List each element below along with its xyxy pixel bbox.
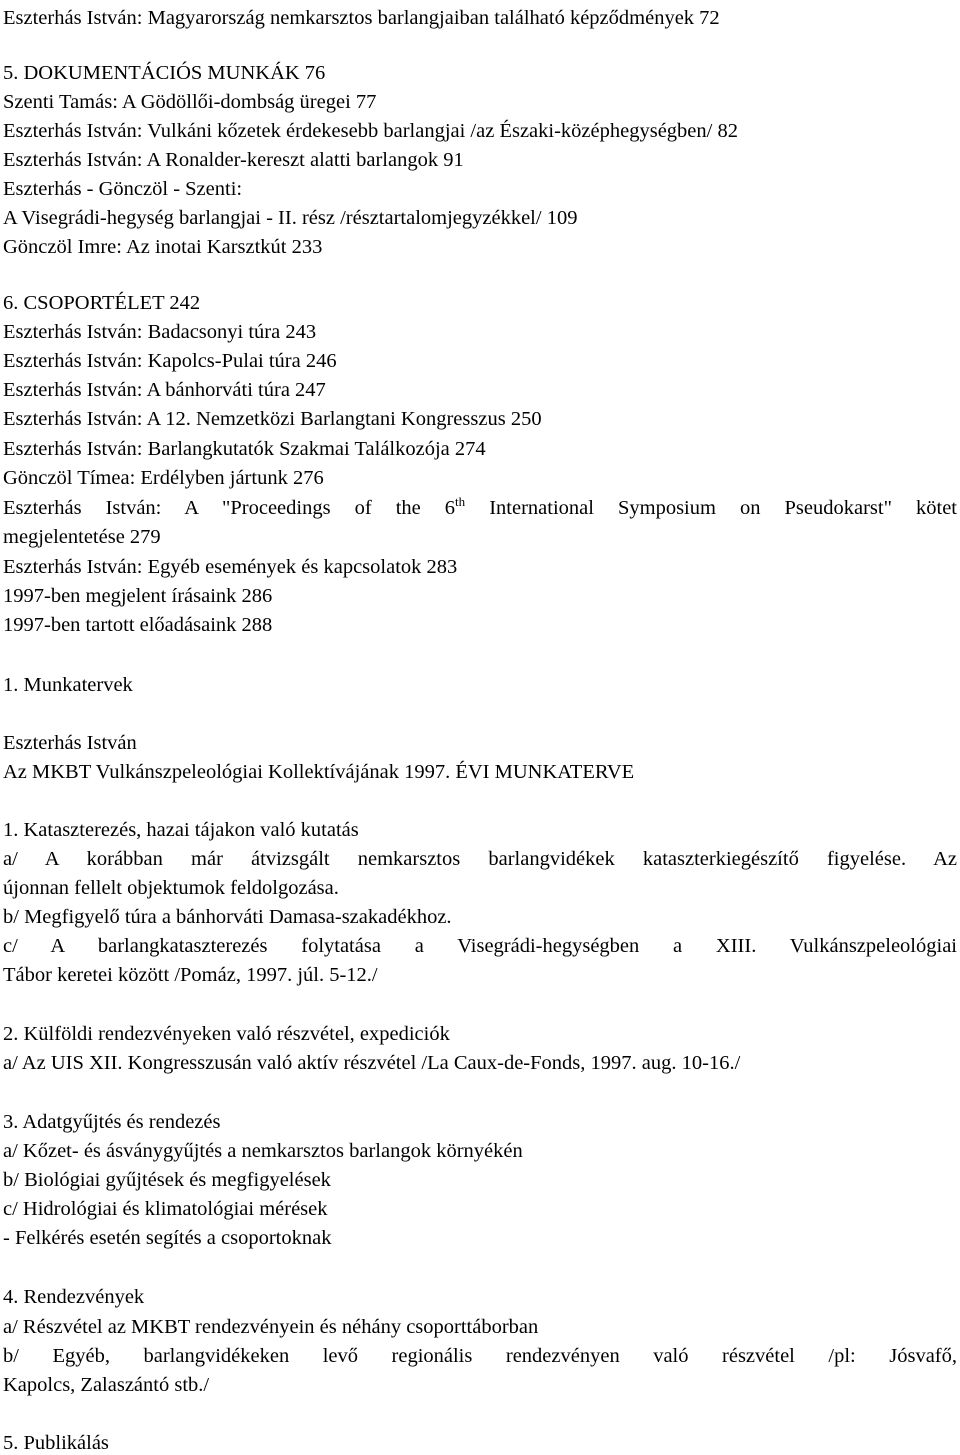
plan-title: Az MKBT Vulkánszpeleológiai Kollektívájának 1997. ÉVI MUNKATERVE xyxy=(3,761,635,783)
toc-section-heading: 5. DOKUMENTÁCIÓS MUNKÁK 76 xyxy=(3,62,326,84)
plan-point-line: b/ Biológiai gyűjtések és megfigyelések xyxy=(3,1169,331,1191)
section-heading: 1. Munkatervek xyxy=(3,674,133,696)
plan-point-line: b/ Megfigyelő túra a bánhorváti Damasa-szakadékhoz. xyxy=(3,906,452,928)
toc-item: Eszterhás István: A Ronalder-kereszt alatti barlangok 91 xyxy=(3,149,464,171)
plan-point-line: a/ Az UIS XII. Kongresszusán való aktív részvétel /La Caux-de-Fonds, 1997. aug. 10-16./ xyxy=(3,1052,741,1074)
plan-point-line: újonnan fellelt objektumok feldolgozása. xyxy=(3,877,339,899)
toc-item: 1997-ben megjelent írásaink 286 xyxy=(3,585,273,607)
toc-item: Eszterhás István: Vulkáni kőzetek érdekesebb barlangjai /az Északi-középhegységben/ 82 xyxy=(3,120,738,142)
toc-item: 1997-ben tartott előadásaink 288 xyxy=(3,614,273,636)
plan-point-line: a/ A korábban már átvizsgált nemkarsztos barlangvidékek kataszterkiegészítő figyelése. Az xyxy=(3,848,957,870)
toc-item: Szenti Tamás: A Gödöllői-dombság üregei 77 xyxy=(3,91,377,113)
plan-point-heading: 1. Kataszterezés, hazai tájakon való kutatás xyxy=(3,819,359,841)
toc-item-proceedings xyxy=(3,496,957,520)
proceedings-text-before: Eszterhás István: A "Proceedings of the 6 xyxy=(3,497,456,519)
toc-item: Eszterhás István: Badacsonyi túra 243 xyxy=(3,321,317,343)
toc-item: Gönczöl Imre: Az inotai Karsztkút 233 xyxy=(3,236,323,258)
superscript-th: th xyxy=(455,494,466,510)
plan-point-heading: 3. Adatgyűjtés és rendezés xyxy=(3,1111,221,1133)
proceedings-text-after: International Symposium on Pseudokarst" kötet xyxy=(465,497,957,519)
plan-point-line: a/ Kőzet- és ásványgyűjtés a nemkarsztos barlangok környékén xyxy=(3,1140,523,1162)
author-name: Eszterhás István xyxy=(3,732,137,754)
plan-point-line: b/ Egyéb, barlangvidékeken levő regionális rendezvényen való részvétel /pl: Jósvafő, xyxy=(3,1345,957,1367)
toc-item: Eszterhás István: A bánhorváti túra 247 xyxy=(3,379,326,401)
plan-point-line: Tábor keretei között /Pomáz, 1997. júl. 5-12./ xyxy=(3,964,378,986)
toc-section-heading: 6. CSOPORTÉLET 242 xyxy=(3,292,201,314)
toc-item: Eszterhás - Gönczöl - Szenti: xyxy=(3,178,243,200)
toc-item: megjelentetése 279 xyxy=(3,526,161,548)
plan-point-line: a/ Részvétel az MKBT rendezvényein és néhány csoporttáborban xyxy=(3,1316,539,1338)
plan-point-line: c/ Hidrológiai és klimatológiai mérések xyxy=(3,1198,328,1220)
plan-point-line: - Felkérés esetén segítés a csoportoknak xyxy=(3,1227,332,1249)
toc-item: Eszterhás István: Magyarország nemkarsztos barlangjaiban található képződmények 72 xyxy=(3,7,720,29)
toc-item: A Visegrádi-hegység barlangjai - II. rész /résztartalomjegyzékkel/ 109 xyxy=(3,207,578,229)
plan-point-heading: 5. Publikálás xyxy=(3,1432,109,1454)
toc-item: Eszterhás István: Egyéb események és kapcsolatok 283 xyxy=(3,556,458,578)
plan-point-heading: 2. Külföldi rendezvényeken való részvétel, expediciók xyxy=(3,1023,450,1045)
plan-point-heading: 4. Rendezvények xyxy=(3,1286,145,1308)
toc-item: Eszterhás István: Barlangkutatók Szakmai Találkozója 274 xyxy=(3,438,486,460)
toc-item: Gönczöl Tímea: Erdélyben jártunk 276 xyxy=(3,467,324,489)
plan-point-line: c/ A barlangkataszterezés folytatása a Visegrádi-hegységben a XIII. Vulkánszpeleológiai xyxy=(3,935,957,957)
toc-item: Eszterhás István: A 12. Nemzetközi Barlangtani Kongresszus 250 xyxy=(3,408,542,430)
toc-item: Eszterhás István: Kapolcs-Pulai túra 246 xyxy=(3,350,337,372)
plan-point-line: Kapolcs, Zalaszántó stb./ xyxy=(3,1374,210,1396)
